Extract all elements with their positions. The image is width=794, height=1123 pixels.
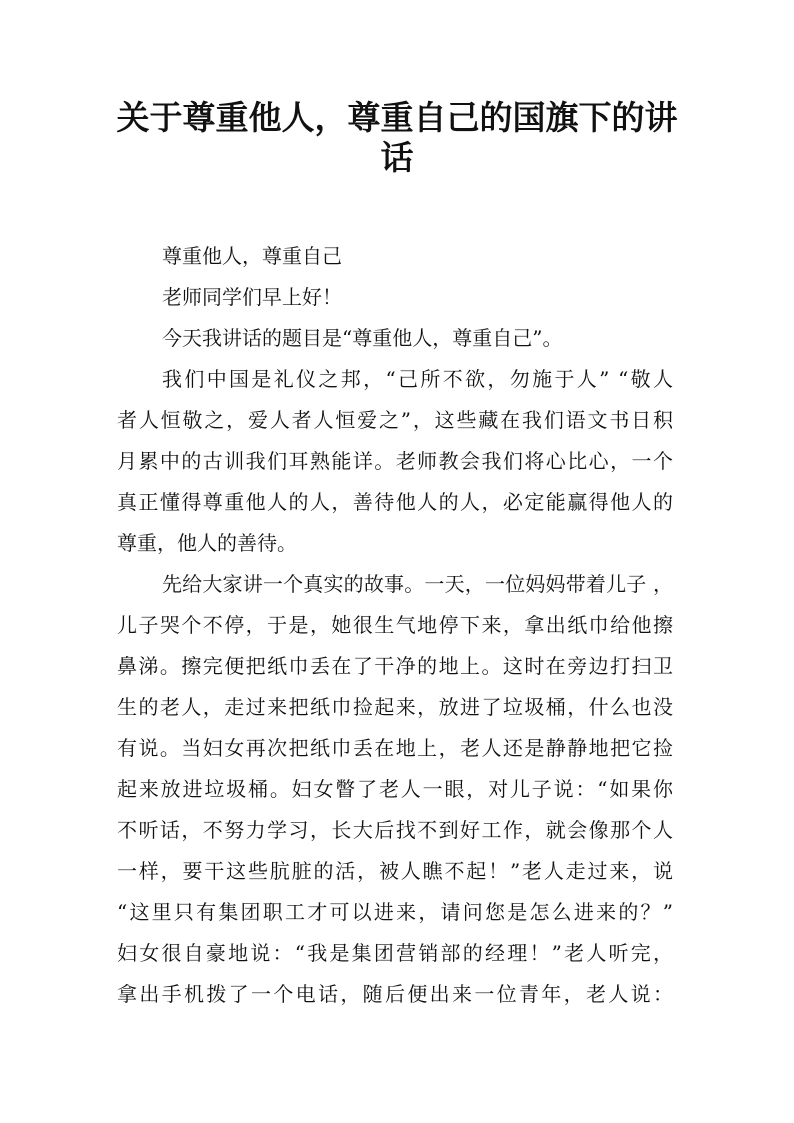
paragraph-story (117, 564, 673, 1015)
text-line: 真正懂得尊重他人的人，善待他人的人，必定能赢得他人的 (117, 490, 673, 514)
text-line: 者人恒敬之，爱人者人恒爱之”，这些藏在我们语文书日积 (117, 408, 673, 432)
text-line: 起来放进垃圾桶。妇女瞥了老人一眼，对儿子说：“如果你 (117, 777, 673, 801)
text-line: 我们中国是礼仪之邦，“己所不欲，勿施于人” “敬人 (162, 367, 673, 391)
paragraph-etiquette (117, 359, 673, 564)
text-line: 妇女很自豪地说：“我是集团营销部的经理！”老人听完， (117, 941, 673, 965)
text-line: 月累中的古训我们耳熟能详。老师教会我们将心比心，一个 (117, 449, 673, 473)
paragraph-topic (117, 318, 673, 359)
text-line: 一样，要干这些肮脏的活，被人瞧不起！”老人走过来，说 (117, 859, 673, 883)
text-line: 先给大家讲一个真实的故事。一天，一位妈妈带着儿子 ， (162, 572, 673, 596)
document-title (100, 98, 694, 178)
text-line: 今天我讲话的题目是“尊重他人，尊重自己”。 (162, 326, 563, 350)
paragraph-greeting (117, 277, 673, 318)
text-line: “这里只有集团职工才可以进来，请问您是怎么进来的？” (117, 900, 673, 924)
text-line: 尊重，他人的善待。 (117, 531, 297, 555)
text-line: 生的老人，走过来把纸巾捡起来，放进了垃圾桶，什么也没 (117, 695, 673, 719)
title-line: 话 (380, 138, 414, 177)
text-line: 老师同学们早上好！ (162, 285, 342, 309)
title-line: 关于尊重他人，尊重自己的国旗下的讲 (116, 98, 678, 137)
text-line: 有说。当妇女再次把纸巾丢在地上，老人还是静静地把它捡 (117, 736, 673, 760)
text-line: 鼻涕。擦完便把纸巾丢在了干净的地上。这时在旁边打扫卫 (117, 654, 673, 678)
text-line: 拿出手机拨了一个电话，随后便出来一位青年，老人说： (117, 982, 673, 1006)
text-line: 不听话，不努力学习，长大后找不到好工作，就会像那个人 (117, 818, 673, 842)
document-body (117, 236, 673, 1015)
text-line: 尊重他人，尊重自己 (162, 244, 342, 268)
text-line: 儿子哭个不停，于是，她很生气地停下来，拿出纸巾给他擦 (117, 613, 673, 637)
paragraph-heading (117, 236, 673, 277)
